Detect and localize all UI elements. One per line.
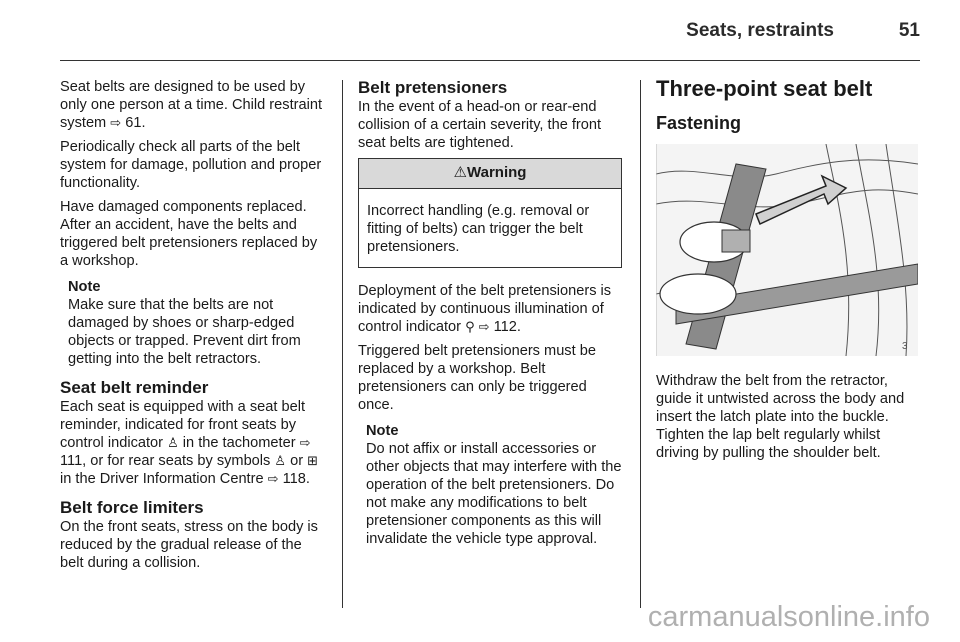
seatbelt-fastening-illustration — [656, 144, 918, 356]
pretensioner-indicator-icon: ⚲ — [465, 319, 475, 334]
note-title: Note — [68, 279, 101, 295]
page-ref-arrow-icon: ⇨ — [478, 319, 490, 334]
reminder-text-d: in the Driver Information Centre — [60, 471, 268, 487]
page-ref-arrow-icon: ⇨ — [267, 471, 279, 486]
replace-paragraph: Have damaged components replaced. After an accident, have the belts and triggered belt pretensioners replaced by a workshop. — [60, 199, 318, 269]
heading-three-point-seat-belt: Three-point seat belt — [656, 76, 873, 101]
note-text: Make sure that the belts are not damaged by shoes or sharp-edged objects or trapped. Prevent dirt from getting into the belt retractors. — [68, 297, 301, 367]
heading-seat-belt-reminder: Seat belt reminder — [60, 378, 209, 397]
page-ref[interactable]: 111, or for rear seats by symbols — [60, 453, 275, 469]
reminder-paragraph — [60, 398, 324, 488]
seatbelt-person-icon: ♙ — [167, 435, 179, 450]
note-text: Do not affix or install accessories or other objects that may interfere with the operation of the belt pretensioners. Do not make any modifications to belt pretensioner components as this will invalidate the vehicle type approval. — [366, 441, 622, 547]
check-paragraph: Periodically check all parts of the belt system for damage, pollution and proper functionality. — [60, 139, 322, 191]
warning-box — [358, 158, 622, 268]
intro-text: Seat belts are designed to be used by only one person at a time. Child restraint system — [60, 79, 323, 131]
column-divider — [640, 80, 641, 608]
pretensioners-paragraph: In the event of a head-on or rear-end collision of a certain severity, the front seat belts are tightened. — [358, 99, 602, 151]
header-divider — [60, 60, 920, 61]
heading-fastening: Fastening — [656, 113, 742, 133]
intro-paragraph — [60, 78, 324, 132]
figure-number: 3 — [902, 341, 908, 352]
page-ref[interactable]: 61. — [125, 115, 146, 131]
page-ref[interactable]: 112. — [493, 319, 521, 335]
column-1 — [60, 78, 324, 578]
seatbelt-person-icon: ♙ — [274, 453, 287, 468]
heading-belt-force-limiters: Belt force limiters — [60, 498, 204, 517]
warning-text: Incorrect handling (e.g. removal or fitting of belts) can trigger the belt pretensioners. — [367, 203, 590, 255]
reminder-text-a: Each seat is equipped with a seat belt reminder, indicated for front seats by control indicator — [60, 399, 306, 451]
deployment-text: Deployment of the belt pretensioners is indicated by continuous illumination of control indicator — [358, 283, 612, 335]
warning-triangle-icon: ⚠ — [453, 164, 467, 181]
note-box — [68, 278, 324, 368]
note-box — [366, 422, 624, 548]
page-number: 51 — [898, 20, 920, 41]
page-ref-arrow-icon: ⇨ — [299, 435, 311, 450]
triggered-paragraph: Triggered belt pretensioners must be replaced by a workshop. Belt pretensioners can only be triggered once. — [358, 343, 596, 413]
limiters-paragraph: On the front seats, stress on the body is reduced by the gradual release of the belt during a collision. — [60, 519, 318, 571]
note-title: Note — [366, 423, 399, 439]
page-ref-arrow-icon: ⇨ — [110, 115, 122, 130]
column-2 — [358, 78, 624, 556]
rear-seatbelt-symbol-icon: ⊞ — [307, 453, 319, 468]
fastening-instructions: Withdraw the belt from the retractor, guide it untwisted across the body and insert the latch plate into the buckle. Tighten the lap belt regularly whilst driving by pulling the shoulder belt. — [656, 373, 905, 461]
heading-belt-pretensioners: Belt pretensioners — [358, 78, 508, 97]
reminder-text-b: in the tachometer — [178, 435, 300, 451]
section-title: Seats, restraints — [686, 20, 834, 41]
deployment-paragraph — [358, 282, 624, 336]
column-3 — [656, 76, 922, 468]
page-ref[interactable]: 118. — [282, 471, 310, 487]
column-divider — [342, 80, 343, 608]
warning-title: Warning — [467, 164, 527, 181]
reminder-text-c: or — [286, 453, 308, 469]
site-watermark: carmanualsonline.info — [647, 601, 930, 633]
warning-header — [359, 159, 621, 189]
